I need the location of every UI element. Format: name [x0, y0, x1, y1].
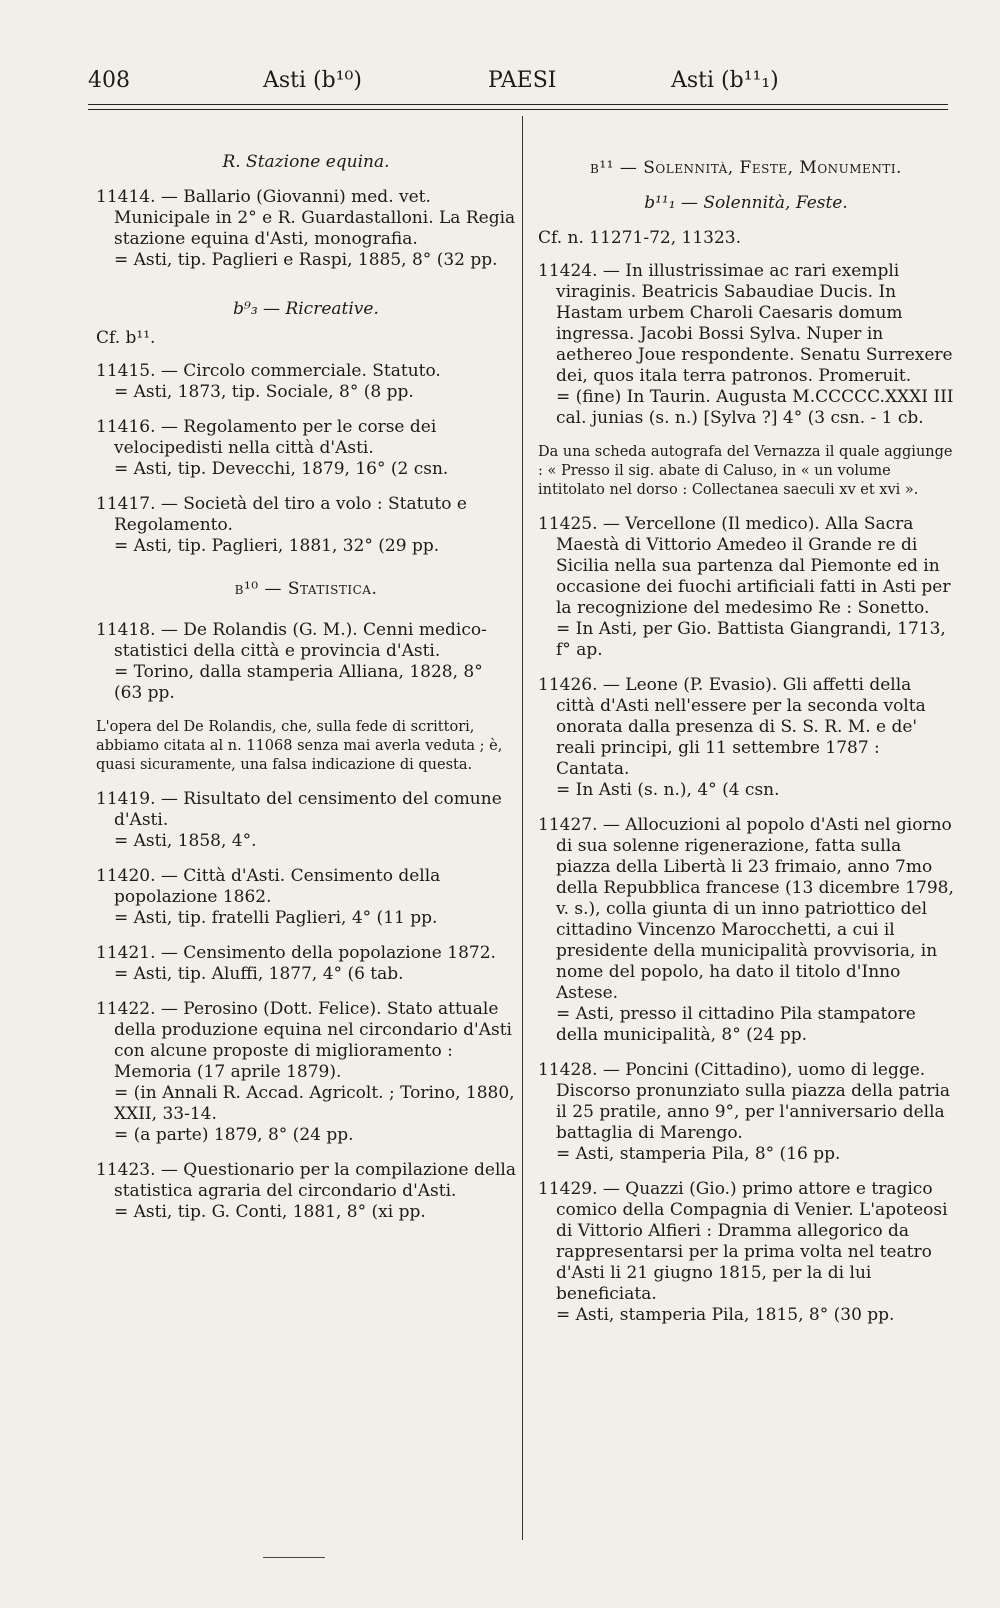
entry-text: 11416. — Regolamento per le corse dei velocipedisti nella città d'Asti. [96, 417, 437, 458]
section-heading: b¹⁰ — Statistica. [234, 579, 378, 599]
entry-11429 [538, 1179, 954, 1326]
entry-imprint: = (a parte) 1879, 8° (24 pp. [114, 1125, 354, 1145]
entry-11425 [538, 514, 954, 661]
entry-imprint: = Asti, presso il cittadino Pila stampatore della municipalità, 8° (24 pp. [556, 1004, 916, 1045]
entry-imprint: = Torino, dalla stamperia Alliana, 1828, 8° (63 pp. [114, 662, 483, 703]
entry-11414 [96, 187, 516, 271]
running-header [88, 68, 948, 104]
entry-11423 [96, 1160, 516, 1223]
section-heading: R. Stazione equina. [222, 152, 390, 172]
section-heading: b¹¹₁ — Solennità, Feste. [644, 193, 848, 213]
entry-imprint: = Asti, stamperia Pila, 1815, 8° (30 pp. [556, 1305, 895, 1325]
entry-text: 11425. — Vercellone (Il medico). Alla Sacra Maestà di Vittorio Amedeo il Grande re di Sicilia nella sua partenza dal Piemonte ed in occasione dei fuochi artificiali fatti in Asti per la recognizione del medesimo Re : Sonetto. [538, 514, 951, 618]
entry-text: 11422. — Perosino (Dott. Felice). Stato attuale della produzione equina nel circondario d'Asti con alcune proposte di miglioramento : Memoria (17 aprile 1879). [96, 999, 512, 1082]
entry-11417 [96, 494, 516, 557]
entry-imprint: = Asti, tip. G. Conti, 1881, 8° (xi pp. [114, 1202, 426, 1222]
entry-imprint: = Asti, stamperia Pila, 8° (16 pp. [556, 1144, 841, 1164]
entry-text: 11426. — Leone (P. Evasio). Gli affetti della città d'Asti nell'essere per la seconda volta onorata dalla presenza di S. S. R. M. e de' reali principi, gli 11 settembre 1787 : Cantata. [538, 675, 926, 779]
entry-11422 [96, 999, 516, 1146]
entry-text: 11419. — Risultato del censimento del comune d'Asti. [96, 789, 502, 830]
entry-text: 11428. — Poncini (Cittadino), uomo di legge. Discorso pronunziato sulla piazza della patria il 25 pratile, anno 9°, per l'anniversario della battaglia di Marengo. [538, 1060, 951, 1143]
entry-text: 11420. — Città d'Asti. Censimento della popolazione 1862. [96, 866, 441, 907]
entry-note: L'opera del De Rolandis, che, sulla fede di scrittori, abbiamo citata al n. 11068 senza mai averla veduta ; è, quasi sicuramente, una falsa indicazione di questa. [96, 719, 503, 773]
entry-imprint: = In Asti (s. n.), 4° (4 csn. [556, 780, 780, 800]
entry-text: 11417. — Società del tiro a volo : Statuto e Regolamento. [96, 494, 467, 535]
entry-text: 11424. — In illustrissimae ac rari exempli viraginis. Beatricis Sabaudiae Ducis. In Hastam urbem Charoli Caesaris domum ingressa. Jacobi Bossi Sylva. Nuper in aethereo Joue respondente. Senatu Surrexere dei, quos itala terra patronos. Promeruit. [538, 261, 953, 386]
entry-11421 [96, 943, 516, 985]
entry-imprint: = Asti, tip. Paglieri e Raspi, 1885, 8° (32 pp. [114, 250, 498, 270]
cross-reference: Cf. b¹¹. [96, 328, 156, 348]
entry-11428 [538, 1060, 954, 1165]
entry-imprint: = (in Annali R. Accad. Agricolt. ; Torino, 1880, XXII, 33-14. [114, 1083, 515, 1124]
entry-imprint: = Asti, 1858, 4°. [114, 831, 257, 851]
entry-11419 [96, 789, 516, 852]
bottom-rule [263, 1557, 325, 1558]
right-column [538, 158, 954, 1340]
left-column [96, 152, 516, 1237]
header-rule [88, 104, 948, 105]
header-center-title: PAESI [488, 68, 557, 93]
entry-imprint: = Asti, tip. Paglieri, 1881, 32° (29 pp. [114, 536, 440, 556]
entry-text: 11414. — Ballario (Giovanni) med. vet. Municipale in 2° e R. Guardastalloni. La Regia stazione equina d'Asti, monografia. [96, 187, 516, 249]
entry-imprint: = Asti, tip. Devecchi, 1879, 16° (2 csn. [114, 459, 449, 479]
entry-imprint: = Asti, tip. Aluffi, 1877, 4° (6 tab. [114, 964, 404, 984]
entry-text: 11429. — Quazzi (Gio.) primo attore e tragico comico della Compagnia di Venier. L'apoteosi di Vittorio Alfieri : Dramma allegorico da rappresentarsi per la prima volta nel teatro d'Asti li 21 giugno 1815, per la di lui beneficiata. [538, 1179, 948, 1304]
entry-11420 [96, 866, 516, 929]
header-rule-double [88, 109, 948, 110]
entry-11427 [538, 815, 954, 1046]
section-heading: b¹¹ — Solennità, Feste, Monumenti. [590, 158, 902, 178]
entry-11415 [96, 361, 516, 403]
entry-imprint: = In Asti, per Gio. Battista Giangrandi, 1713, f° ap. [556, 619, 946, 660]
entry-imprint: = Asti, 1873, tip. Sociale, 8° (8 pp. [114, 382, 414, 402]
entry-imprint: = Asti, tip. fratelli Paglieri, 4° (11 pp. [114, 908, 438, 928]
cross-reference: Cf. n. 11271-72, 11323. [538, 228, 742, 248]
section-heading: b⁹₃ — Ricreative. [233, 299, 379, 319]
entry-11418 [96, 620, 516, 704]
entry-text: 11423. — Questionario per la compilazione della statistica agraria del circondario d'Asti. [96, 1160, 516, 1201]
entry-text: 11415. — Circolo commerciale. Statuto. [96, 361, 441, 381]
header-right-title: Asti (b¹¹₁) [671, 68, 779, 93]
entry-text: 11418. — De Rolandis (G. M.). Cenni medico-statistici della città e provincia d'Asti. [96, 620, 487, 661]
entry-text: 11427. — Allocuzioni al popolo d'Asti nel giorno di sua solenne rigenerazione, fatta sulla piazza della Libertà li 23 frimaio, anno 7mo della Repubblica francese (13 dicembre 1798, v. s.), colla giunta di un inno patriottico del cittadino Vincenzo Marocchetti, a cui il presidente della municipalità provvisoria, in nome del popolo, ha dato il titolo d'Inno Astese. [538, 815, 954, 1003]
entry-11416 [96, 417, 516, 480]
entry-text: 11421. — Censimento della popolazione 1872. [96, 943, 496, 963]
entry-imprint: = (fine) In Taurin. Augusta M.CCCCC.XXXI III cal. junias (s. n.) [Sylva ?] 4° (3 csn. - 1 cb. [556, 387, 954, 428]
entry-note: Da una scheda autografa del Vernazza il quale aggiunge : « Presso il sig. abate di Caluso, in « un volume intitolato nel dorso : Collectanea saeculi xv et xvi ». [538, 444, 953, 498]
page-number: 408 [88, 68, 130, 93]
entry-11424 [538, 261, 954, 429]
entry-11426 [538, 675, 954, 801]
column-divider [522, 116, 523, 1540]
header-left-title: Asti (b¹⁰) [263, 68, 362, 93]
